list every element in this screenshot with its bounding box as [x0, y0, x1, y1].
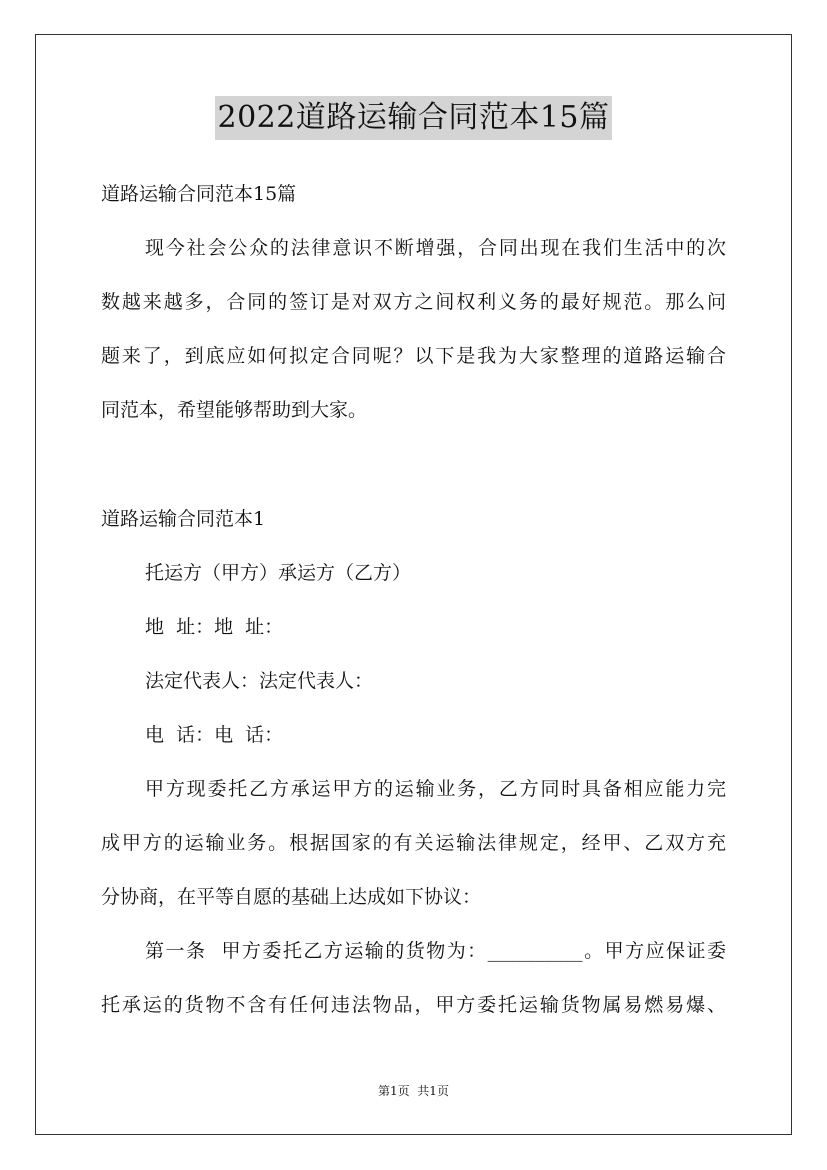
- paragraph-line: 分协商，在平等自愿的基础上达成如下协议：: [101, 886, 482, 908]
- paragraph-line: 甲方现委托乙方承运甲方的运输业务，乙方同时具备相应能力完: [145, 778, 726, 800]
- intro-line: 数越来越多，合同的签订是对双方之间权利义务的最好规范。那么问: [101, 291, 726, 313]
- intro-line: 现今社会公众的法律意识不断增强，合同出现在我们生活中的次: [145, 237, 726, 259]
- article-line: 托承运的货物不含有任何违法物品，甲方委托运输货物属易燃易爆、: [101, 994, 726, 1016]
- representative-line: 法定代表人：法定代表人：: [145, 670, 374, 692]
- section-heading: 道路运输合同范本1: [101, 508, 266, 530]
- title-container: [0, 96, 827, 140]
- intro-line: 同范本，希望能够帮助到大家。: [101, 399, 368, 421]
- address-line: 地 址：地 址：: [145, 616, 284, 638]
- parties-line: 托运方（甲方）承运方（乙方）: [145, 562, 412, 584]
- paragraph-line: 成甲方的运输业务。根据国家的有关运输法律规定，经甲、乙双方充: [101, 832, 726, 854]
- page-number: 第1页 共1页: [378, 1084, 449, 1098]
- phone-line: 电 话：电 话：: [145, 724, 284, 746]
- intro-line: 题来了，到底应如何拟定合同呢？以下是我为大家整理的道路运输合: [101, 345, 726, 367]
- document-subtitle: 道路运输合同范本15篇: [101, 183, 297, 205]
- document-title: 2022道路运输合同范本15篇: [215, 96, 611, 140]
- article-line: 第一条 甲方委托乙方运输的货物为：__________。甲方应保证委: [145, 940, 726, 962]
